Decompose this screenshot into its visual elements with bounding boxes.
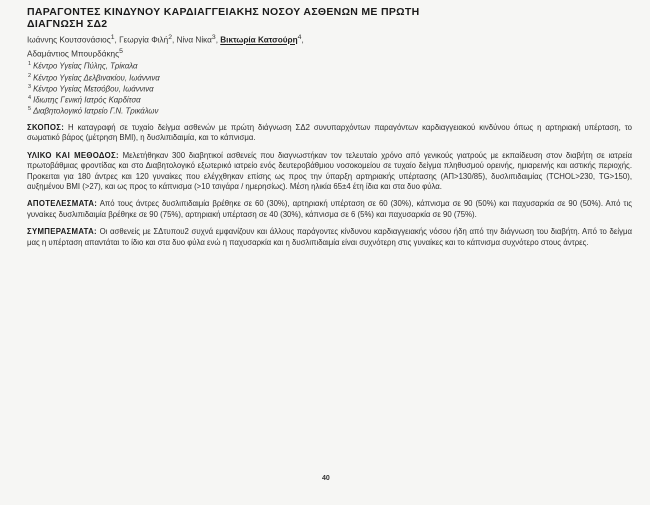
- affiliation-item: [27, 105, 632, 116]
- author-1: Ιωάννης Κουτσονάσιος: [27, 35, 111, 45]
- author-5-sup: 5: [119, 47, 123, 55]
- conclusions-section: [27, 227, 632, 248]
- affiliation-text: Ιδιωτης Γενική Ιατρός Καρδίτσα: [33, 95, 141, 105]
- methods-section: [27, 151, 632, 193]
- affiliation-item: [27, 72, 632, 83]
- affiliation-number: 3: [28, 83, 32, 90]
- aim-section: [27, 123, 632, 144]
- affiliation-number: 2: [28, 72, 32, 79]
- author-4-presenting: Βικτωρία Κατσούρη: [220, 35, 298, 45]
- affiliation-number: 5: [28, 105, 32, 112]
- conclusions-heading: ΣΥΜΠΕΡΑΣΜΑΤΑ:: [27, 227, 97, 237]
- affiliation-list: [27, 60, 632, 115]
- paper-title: [27, 6, 632, 30]
- author-list: Ιωάννης Κουτσονάσιος$^1$, Γεωργία Φιλή$^2$, Νίνα Νίκα$^3$, Βικτωρία Κατσούρη$^4$, Αδαμάντιος Μπουρδάκης$^5$: [27, 34, 304, 59]
- affiliation-text: Κέντρο Υγείας Μετσόβου, Ιωάννινα: [33, 84, 154, 94]
- methods-text: Μελετήθηκαν 300 διαβητικοί ασθενείς που διαγνωστήκαν τον τελευταίο χρόνο από γενικούς γιατρούς με εκπαίδευση στον διαβήτη σε ιατρεία πρωτοβάθμιας φροντίδας και στο Διαβητολογικό εξωτερικό ιατρείο ενός δευτεροβάθμιου νοσοκομείου σε τυχαίο δείγμα πληθυσμού ορεινής, ημιαρεινής και αστικής περιοχής. Προκειται για 180 άντρες και 120 γυναίκες που ελέγχθηκαν επίσης ως προς την ύπαρξη αρτηριακής υπέρτασης (ΑΠ>130/85), δυσλιπιδαιμίας (TCHOL>230, TG>150), αυξημένου BMI (>27), και ως προς το κάπνισμα (>10 τσιγάρα / ημερησίως). Μέση ηλικία 65±4 έτη ίδια και στα δυο φύλα.: [27, 150, 632, 191]
- results-text: Από τους άντρες δυσλιπιδαιμία βρέθηκε σε 60 (30%), αρτηριακή υπέρταση σε 60 (30%), κάπνισμα σε 90 (50%) και παχυσαρκία σε 90 (50%). Από τις γυναίκες δυσλιπιδαιμία βρέθηκε σε 90 (75%), αρτηριακή υπέρταση σε 40 (30%), κάπνισμα σε 6 (5%) και παχυσαρκία σε 90 (75%).: [27, 199, 632, 219]
- results-heading: ΑΠΟΤΕΛΕΣΜΑΤΑ:: [27, 199, 98, 209]
- page-number: 40: [322, 475, 330, 482]
- affiliation-text: Διαβητολογικό Ιατρείο Γ.Ν. Τρικάλων: [33, 106, 159, 116]
- affiliation-item: [27, 60, 632, 71]
- author-1-sup: 1: [110, 34, 115, 41]
- affiliation-number: 4: [28, 94, 32, 101]
- affiliation-text: Κέντρο Υγείας Πύλης, Τρίκαλα: [33, 62, 138, 72]
- author-3-sup: 3: [211, 34, 216, 41]
- aim-heading: ΣΚΟΠΟΣ:: [27, 122, 65, 132]
- results-section: [27, 199, 632, 220]
- methods-heading: ΥΛΙΚΟ ΚΑΙ ΜΕΘΟΔΟΣ:: [27, 150, 119, 160]
- affiliation-item: [27, 94, 632, 105]
- affiliation-item: [27, 83, 632, 94]
- author-2: Γεωργία Φιλή: [119, 35, 169, 45]
- title-line-2: ΔΙΑΓΝΩΣΗ ΣΔ2: [27, 18, 108, 30]
- affiliation-number: 1: [28, 61, 32, 68]
- affiliation-text: Κέντρο Υγείας Δελβινακίου, Ιωάννινα: [33, 73, 160, 83]
- author-2-sup: 2: [168, 34, 173, 41]
- author-4-sup: 4: [297, 34, 302, 41]
- author-3: Νίνα Νίκα: [176, 35, 212, 45]
- title-line-1: ΠΑΡΑΓΟΝΤΕΣ ΚΙΝΔΥΝΟΥ ΚΑΡΔΙΑΓΓΕΙΑΚΗΣ ΝΟΣΟΥ ΑΣΘΕΝΩΝ ΜΕ ΠΡΩΤΗ: [27, 6, 420, 18]
- aim-text: Η καταγραφή σε τυχαίο δείγμα ασθενών με πρώτη διάγνωση ΣΔ2 συνυπαρχόντων παραγόντων καρδιαγγειακού κινδύνου όπως η αρτηριακή υπέρταση, το σωματικό βάρος (μέτρηση BMI), η δυσλιπιδαιμία, και το κάπνισμα.: [27, 122, 632, 143]
- conclusions-text: Οι ασθενείς με ΣΔτυπου2 συχνά εμφανίζουν και άλλους παράγοντες κίνδυνου καρδιαγγειακής νόσου ήδη από την διάγνωση του διαβήτη. Από το δείγμα μας η υπέρταση απαντάται το ίδιο και στα δυο φύλα ενώ η παχυσαρκία και η δυσλιπιδαιμία είναι συχνότερη στις γυναίκες και το κάπνισμα συχνότερο στους άντρες.: [27, 227, 632, 247]
- author-5: Αδαμάντιος Μπουρδάκης: [27, 49, 120, 59]
